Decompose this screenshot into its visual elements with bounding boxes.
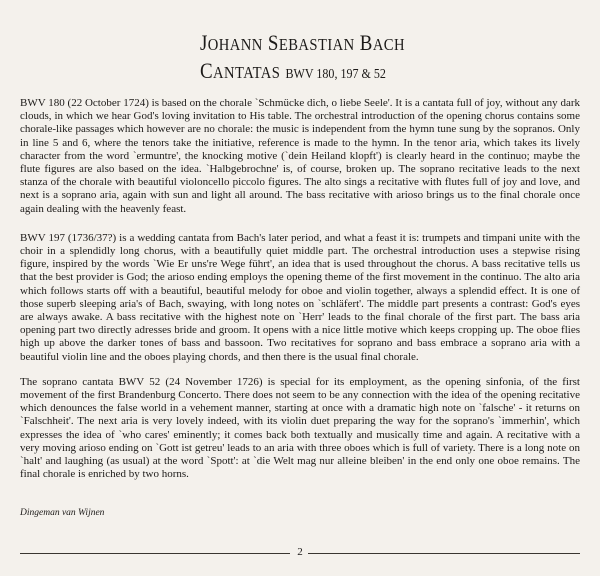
footer-rule-right [308,553,580,554]
composer-initial: B [359,30,373,55]
composer-name-part: OHANN [207,35,263,54]
paragraph-bwv-180: BWV 180 (22 October 1724) is based on the chorale `Schmücke dich, o liebe Seele'. It is a cantata full of joy, without any dark clouds, in which we hear God's loving invitation to His table. The orchestral introduction of the opening chorus contains some chorale-like passages which however are no chorale: the music is independent from the hymn tune sung by the sopranos. Only in line 5 and 6, where the tenors take the initiative, reference is made to the hymn. In the tenor aria, which takes its lively character from the word `ermuntre', the knocking motive (`dein Heiland klopft') is clearly heard in the continuo; maybe the flute figures are also based on the idea. `Halbgebrochne' is, of course, broken up. The soprano recitative leads to the next stanza of the chorale with beautiful violoncello piccolo figures. The alto sings a recitative with flutes full of joy and love, and next is a soprano aria, again with sun and light all around. The bass recitative with arioso brings us to the final chorale once again dealing with the heavenly feast. [20,97,580,215]
page-footer [20,548,580,560]
title-block [200,30,460,88]
composer-initial: J [200,30,208,55]
paragraph-bwv-197: BWV 197 (1736/37?) is a wedding cantata from Bach's later period, and what a feast it is: trumpets and timpani unite with the choir in a splendidly long chorus, with a beautifully quiet middle part. The orchestral introduction uses a stepwise rising figure, inspired by the words `Wie Er uns're Wege führt', an idea that is used throughout the chorus. A bass recitative tells us that the best provider is God; the arioso ending employs the opening theme of the first movement in the continuo. The alto aria which follows starts off with a beautiful, beautiful melody for oboe and violin together, always a splendid effect. It is one of those superb sleeping aria's of Bach, swaying, with long notes on `schläfert'. The middle part presents a contrast: God's eyes are always awake. A bass recitative with the highest note on `Herr' leads to the final chorale of the first part. The bass aria opening part two directly adresses bride and groom. It opens with a nice little motive which keeps cropping up. The oboe flies high up above the darker tones of bass and bassoon. Two recitatives for soprano and bass embrace a soprano aria with a beautiful violin line and the oboes playing chords, and then there is the usual final chorale. [20,231,580,363]
work-initial: C [200,58,214,83]
page-number: 2 [297,546,303,558]
author-signature: Dingeman van Wijnen [20,508,105,518]
composer-initial: S [267,30,279,55]
work-title [200,58,424,88]
paragraph-bwv-52: The soprano cantata BWV 52 (24 November 1726) is special for its employment, as the opening sinfonia, of the first movement of the first Brandenburg Concerto. There does not seem to be any connection with the idea of the opening recitative which denounces the false world in a vehement manner, starting at once with a dramatic high note on `falsche' - it returns on `Falschheit'. The next aria is very lovely indeed, with its violin duet preparing the way for the soprano's `immerhin', which expresses the idea of `who cares' eminently; it comes back both textually and musically time and again. A recitative with a very moving arioso ending on `Gott ist getreu' leads to an aria with three oboes which is full of variety. There is a long note on `halt' and laughing (as usual) at the word `Spott': at `die Welt mag nur alleine bleiben' in the end only one oboe remains. The final chorale is enriched by two horns. [20,375,580,481]
composer-name [200,30,424,58]
liner-notes [20,97,580,497]
footer-rule-left [20,553,290,554]
composer-name-part: EBASTIAN [278,35,355,54]
composer-name-part: ACH [372,35,405,54]
catalogue-numbers: BWV 180, 197 & 52 [285,67,386,82]
work-title-part: ANTATAS [213,63,281,82]
